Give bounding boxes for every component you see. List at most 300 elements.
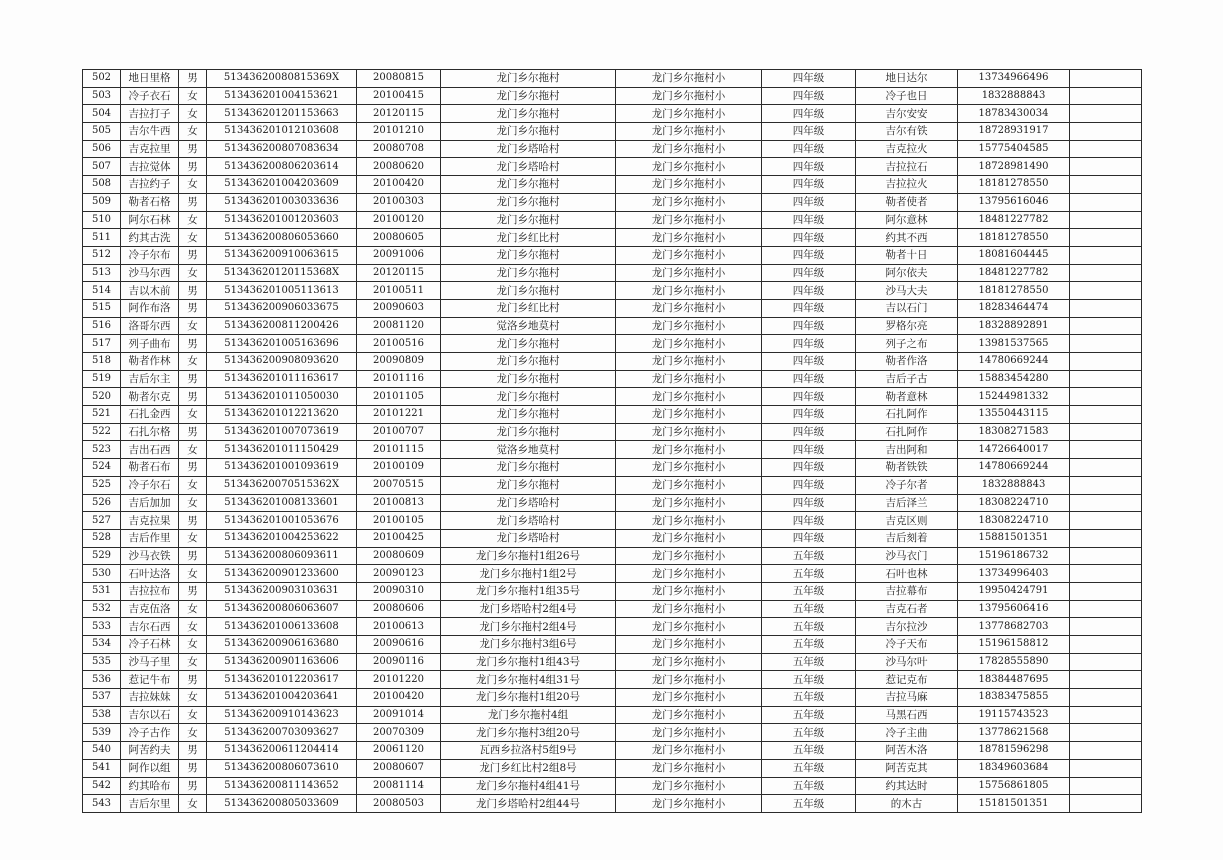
- cell-row-number: 539: [83, 724, 121, 742]
- cell-gender: 女: [179, 476, 207, 494]
- cell-grade: 五年级: [762, 689, 856, 707]
- cell-address: 龙门乡塔哈村2组44号: [441, 795, 616, 813]
- cell-address: 龙门乡尔拖村: [441, 193, 616, 211]
- cell-student-name: 冷子衣石: [121, 87, 179, 105]
- cell-birth-date: 20080606: [357, 600, 441, 618]
- cell-school: 龙门乡尔拖村小: [616, 370, 762, 388]
- cell-grade: 四年级: [762, 158, 856, 176]
- cell-birth-date: 20101221: [357, 406, 441, 424]
- cell-address: 龙门乡尔拖村: [441, 70, 616, 88]
- cell-birth-date: 20100516: [357, 335, 441, 353]
- cell-gender: 男: [179, 193, 207, 211]
- cell-phone: 13778682703: [958, 618, 1070, 636]
- cell-gender: 男: [179, 459, 207, 477]
- cell-student-name: 吉后尔主: [121, 370, 179, 388]
- cell-birth-date: 20090116: [357, 653, 441, 671]
- cell-student-name: 阿作以组: [121, 759, 179, 777]
- cell-school: 龙门乡尔拖村小: [616, 795, 762, 813]
- cell-phone: 17828555890: [958, 653, 1070, 671]
- cell-grade: 五年级: [762, 671, 856, 689]
- cell-school: 龙门乡尔拖村小: [616, 105, 762, 123]
- cell-phone: 13795616046: [958, 193, 1070, 211]
- cell-gender: 女: [179, 653, 207, 671]
- cell-phone: 18481227782: [958, 264, 1070, 282]
- table-row: [83, 335, 1142, 353]
- cell-id-number: 513436200806203614: [207, 158, 357, 176]
- cell-guardian-name: 冷子天布: [856, 636, 958, 654]
- cell-address: 龙门乡塔哈村: [441, 140, 616, 158]
- cell-grade: 五年级: [762, 795, 856, 813]
- cell-row-number: 534: [83, 636, 121, 654]
- cell-gender: 男: [179, 512, 207, 530]
- cell-birth-date: 20080708: [357, 140, 441, 158]
- cell-address: 龙门乡红比村2组8号: [441, 759, 616, 777]
- cell-blank: [1070, 689, 1142, 707]
- cell-guardian-name: 吉尔拉沙: [856, 618, 958, 636]
- cell-id-number: 513436201004203641: [207, 689, 357, 707]
- cell-address: 龙门乡塔哈村2组4号: [441, 600, 616, 618]
- cell-phone: 15196158812: [958, 636, 1070, 654]
- cell-guardian-name: 吉后子古: [856, 370, 958, 388]
- cell-student-name: 阿作布洛: [121, 299, 179, 317]
- cell-id-number: 513436201006133608: [207, 618, 357, 636]
- table-row: [83, 70, 1142, 88]
- cell-row-number: 522: [83, 423, 121, 441]
- cell-blank: [1070, 406, 1142, 424]
- cell-gender: 女: [179, 105, 207, 123]
- cell-address: 龙门乡尔拖村3组20号: [441, 724, 616, 742]
- cell-address: 龙门乡尔拖村1组35号: [441, 582, 616, 600]
- cell-grade: 五年级: [762, 653, 856, 671]
- cell-student-name: 冷子石林: [121, 636, 179, 654]
- cell-school: 龙门乡尔拖村小: [616, 476, 762, 494]
- cell-row-number: 537: [83, 689, 121, 707]
- cell-gender: 女: [179, 211, 207, 229]
- cell-guardian-name: 吉克拉火: [856, 140, 958, 158]
- cell-address: 龙门乡尔拖村: [441, 406, 616, 424]
- cell-grade: 四年级: [762, 406, 856, 424]
- cell-row-number: 525: [83, 476, 121, 494]
- cell-grade: 四年级: [762, 70, 856, 88]
- cell-row-number: 538: [83, 706, 121, 724]
- cell-guardian-name: 勒者作洛: [856, 353, 958, 371]
- cell-grade: 四年级: [762, 105, 856, 123]
- cell-blank: [1070, 512, 1142, 530]
- cell-row-number: 519: [83, 370, 121, 388]
- table-row: [83, 123, 1142, 141]
- cell-gender: 女: [179, 406, 207, 424]
- cell-row-number: 535: [83, 653, 121, 671]
- cell-birth-date: 20070515: [357, 476, 441, 494]
- cell-row-number: 532: [83, 600, 121, 618]
- cell-student-name: 吉后作里: [121, 529, 179, 547]
- cell-student-name: 吉克拉果: [121, 512, 179, 530]
- cell-grade: 四年级: [762, 370, 856, 388]
- cell-gender: 女: [179, 689, 207, 707]
- cell-grade: 四年级: [762, 388, 856, 406]
- cell-school: 龙门乡尔拖村小: [616, 547, 762, 565]
- cell-address: 龙门乡尔拖村: [441, 353, 616, 371]
- cell-student-name: 吉后加加: [121, 494, 179, 512]
- cell-birth-date: 20100420: [357, 689, 441, 707]
- table-row: [83, 158, 1142, 176]
- cell-blank: [1070, 264, 1142, 282]
- cell-id-number: 513436200906033675: [207, 299, 357, 317]
- cell-gender: 男: [179, 158, 207, 176]
- cell-guardian-name: 勒者十日: [856, 246, 958, 264]
- cell-student-name: 吉拉约子: [121, 176, 179, 194]
- cell-grade: 四年级: [762, 282, 856, 300]
- cell-row-number: 503: [83, 87, 121, 105]
- cell-birth-date: 20100511: [357, 282, 441, 300]
- cell-grade: 五年级: [762, 618, 856, 636]
- cell-student-name: 阿苦约夫: [121, 742, 179, 760]
- cell-birth-date: 20100613: [357, 618, 441, 636]
- cell-blank: [1070, 123, 1142, 141]
- table-row: [83, 264, 1142, 282]
- cell-gender: 男: [179, 777, 207, 795]
- cell-gender: 女: [179, 565, 207, 583]
- cell-guardian-name: 吉后泽兰: [856, 494, 958, 512]
- cell-id-number: 513436201004153621: [207, 87, 357, 105]
- cell-address: 龙门乡尔拖村4组: [441, 706, 616, 724]
- table-row: [83, 706, 1142, 724]
- cell-grade: 四年级: [762, 246, 856, 264]
- cell-student-name: 地日里格: [121, 70, 179, 88]
- table-row: [83, 140, 1142, 158]
- cell-id-number: 51343620120115368X: [207, 264, 357, 282]
- cell-student-name: 石扎金西: [121, 406, 179, 424]
- cell-guardian-name: 阿尔依夫: [856, 264, 958, 282]
- cell-school: 龙门乡尔拖村小: [616, 441, 762, 459]
- cell-grade: 五年级: [762, 724, 856, 742]
- cell-id-number: 513436200811143652: [207, 777, 357, 795]
- cell-guardian-name: 吉尔有铁: [856, 123, 958, 141]
- cell-row-number: 508: [83, 176, 121, 194]
- cell-gender: 女: [179, 353, 207, 371]
- cell-phone: 15881501351: [958, 529, 1070, 547]
- cell-school: 龙门乡尔拖村小: [616, 706, 762, 724]
- cell-grade: 四年级: [762, 494, 856, 512]
- cell-guardian-name: 约其达时: [856, 777, 958, 795]
- cell-guardian-name: 石扎阿作: [856, 423, 958, 441]
- cell-phone: 15883454280: [958, 370, 1070, 388]
- cell-school: 龙门乡尔拖村小: [616, 264, 762, 282]
- cell-gender: 男: [179, 423, 207, 441]
- cell-student-name: 冷子尔石: [121, 476, 179, 494]
- cell-birth-date: 20061120: [357, 742, 441, 760]
- cell-gender: 女: [179, 441, 207, 459]
- cell-gender: 男: [179, 299, 207, 317]
- cell-address: 龙门乡塔哈村: [441, 494, 616, 512]
- cell-id-number: 513436201005113613: [207, 282, 357, 300]
- cell-phone: 18181278550: [958, 229, 1070, 247]
- cell-id-number: 513436200811200426: [207, 317, 357, 335]
- cell-row-number: 511: [83, 229, 121, 247]
- cell-address: 龙门乡尔拖村1组43号: [441, 653, 616, 671]
- cell-school: 龙门乡尔拖村小: [616, 246, 762, 264]
- cell-id-number: 513436200903103631: [207, 582, 357, 600]
- cell-guardian-name: 吉拉幕布: [856, 582, 958, 600]
- cell-address: 龙门乡尔拖村: [441, 87, 616, 105]
- cell-phone: 19950424791: [958, 582, 1070, 600]
- cell-school: 龙门乡尔拖村小: [616, 176, 762, 194]
- cell-row-number: 542: [83, 777, 121, 795]
- cell-school: 龙门乡尔拖村小: [616, 759, 762, 777]
- cell-birth-date: 20090603: [357, 299, 441, 317]
- cell-blank: [1070, 759, 1142, 777]
- table-row: [83, 441, 1142, 459]
- cell-student-name: 冷子古作: [121, 724, 179, 742]
- cell-guardian-name: 冷子尔者: [856, 476, 958, 494]
- cell-blank: [1070, 671, 1142, 689]
- cell-gender: 男: [179, 370, 207, 388]
- cell-id-number: 513436201201153663: [207, 105, 357, 123]
- cell-birth-date: 20100120: [357, 211, 441, 229]
- cell-gender: 男: [179, 582, 207, 600]
- cell-phone: 18283464474: [958, 299, 1070, 317]
- cell-phone: 13795606416: [958, 600, 1070, 618]
- cell-gender: 女: [179, 706, 207, 724]
- cell-blank: [1070, 105, 1142, 123]
- cell-blank: [1070, 600, 1142, 618]
- table-row: [83, 211, 1142, 229]
- cell-phone: 1832888843: [958, 87, 1070, 105]
- cell-student-name: 惹记牛布: [121, 671, 179, 689]
- cell-gender: 男: [179, 335, 207, 353]
- cell-phone: 13734996403: [958, 565, 1070, 583]
- table-row: [83, 282, 1142, 300]
- cell-address: 龙门乡塔哈村: [441, 158, 616, 176]
- cell-phone: 18383475855: [958, 689, 1070, 707]
- cell-id-number: 513436200703093627: [207, 724, 357, 742]
- cell-grade: 四年级: [762, 140, 856, 158]
- cell-student-name: 吉拉妹妹: [121, 689, 179, 707]
- table-row: [83, 176, 1142, 194]
- cell-grade: 四年级: [762, 512, 856, 530]
- cell-grade: 四年级: [762, 211, 856, 229]
- cell-student-name: 吉以木前: [121, 282, 179, 300]
- cell-school: 龙门乡尔拖村小: [616, 724, 762, 742]
- cell-school: 龙门乡尔拖村小: [616, 565, 762, 583]
- cell-id-number: 513436200908093620: [207, 353, 357, 371]
- table-row: [83, 742, 1142, 760]
- cell-row-number: 513: [83, 264, 121, 282]
- cell-school: 龙门乡尔拖村小: [616, 653, 762, 671]
- cell-address: 龙门乡尔拖村: [441, 282, 616, 300]
- table-row: [83, 459, 1142, 477]
- cell-guardian-name: 吉克区则: [856, 512, 958, 530]
- cell-address: 龙门乡尔拖村1组26号: [441, 547, 616, 565]
- cell-row-number: 518: [83, 353, 121, 371]
- cell-gender: 女: [179, 636, 207, 654]
- cell-blank: [1070, 229, 1142, 247]
- cell-guardian-name: 吉后刻着: [856, 529, 958, 547]
- cell-birth-date: 20080815: [357, 70, 441, 88]
- cell-grade: 四年级: [762, 87, 856, 105]
- cell-grade: 四年级: [762, 299, 856, 317]
- cell-guardian-name: 阿尔意林: [856, 211, 958, 229]
- table-row: [83, 724, 1142, 742]
- cell-id-number: 51343620080815369X: [207, 70, 357, 88]
- cell-address: 龙门乡塔哈村: [441, 529, 616, 547]
- cell-row-number: 527: [83, 512, 121, 530]
- cell-id-number: 513436200805033609: [207, 795, 357, 813]
- cell-guardian-name: 罗格尔亮: [856, 317, 958, 335]
- cell-guardian-name: 地日达尔: [856, 70, 958, 88]
- table-row: [83, 406, 1142, 424]
- cell-row-number: 515: [83, 299, 121, 317]
- cell-student-name: 约其古洗: [121, 229, 179, 247]
- cell-guardian-name: 冷子主曲: [856, 724, 958, 742]
- cell-address: 龙门乡尔拖村: [441, 105, 616, 123]
- cell-blank: [1070, 158, 1142, 176]
- cell-blank: [1070, 565, 1142, 583]
- cell-phone: 15181501351: [958, 795, 1070, 813]
- cell-student-name: 冷子尔布: [121, 246, 179, 264]
- cell-address: 龙门乡尔拖村1组20号: [441, 689, 616, 707]
- cell-phone: 18328892891: [958, 317, 1070, 335]
- cell-grade: 五年级: [762, 777, 856, 795]
- cell-address: 龙门乡尔拖村: [441, 211, 616, 229]
- cell-school: 龙门乡尔拖村小: [616, 689, 762, 707]
- cell-row-number: 504: [83, 105, 121, 123]
- cell-phone: 18783430034: [958, 105, 1070, 123]
- cell-row-number: 521: [83, 406, 121, 424]
- cell-address: 龙门乡红比村: [441, 299, 616, 317]
- cell-gender: 女: [179, 529, 207, 547]
- cell-gender: 男: [179, 140, 207, 158]
- cell-address: 龙门乡尔拖村4组41号: [441, 777, 616, 795]
- cell-id-number: 513436201004203609: [207, 176, 357, 194]
- cell-blank: [1070, 582, 1142, 600]
- cell-id-number: 513436200806053660: [207, 229, 357, 247]
- cell-guardian-name: 勒者意林: [856, 388, 958, 406]
- cell-id-number: 513436201011050030: [207, 388, 357, 406]
- cell-blank: [1070, 476, 1142, 494]
- cell-school: 龙门乡尔拖村小: [616, 70, 762, 88]
- cell-gender: 女: [179, 123, 207, 141]
- cell-id-number: 513436200910143623: [207, 706, 357, 724]
- cell-school: 龙门乡尔拖村小: [616, 158, 762, 176]
- cell-guardian-name: 沙马尔叶: [856, 653, 958, 671]
- cell-grade: 四年级: [762, 459, 856, 477]
- cell-address: 龙门乡尔拖村: [441, 123, 616, 141]
- cell-id-number: 51343620070515362X: [207, 476, 357, 494]
- cell-phone: 18081604445: [958, 246, 1070, 264]
- cell-student-name: 吉克拉里: [121, 140, 179, 158]
- cell-student-name: 吉出石西: [121, 441, 179, 459]
- cell-blank: [1070, 777, 1142, 795]
- cell-id-number: 513436200901233600: [207, 565, 357, 583]
- cell-school: 龙门乡尔拖村小: [616, 299, 762, 317]
- cell-blank: [1070, 282, 1142, 300]
- cell-blank: [1070, 529, 1142, 547]
- table-row: [83, 582, 1142, 600]
- cell-address: 龙门乡尔拖村3组6号: [441, 636, 616, 654]
- cell-row-number: 543: [83, 795, 121, 813]
- cell-student-name: 列子曲布: [121, 335, 179, 353]
- cell-blank: [1070, 795, 1142, 813]
- cell-birth-date: 20081120: [357, 317, 441, 335]
- cell-student-name: 约其哈布: [121, 777, 179, 795]
- cell-address: 觉洛乡地莫村: [441, 441, 616, 459]
- cell-birth-date: 20101116: [357, 370, 441, 388]
- cell-phone: 13981537565: [958, 335, 1070, 353]
- cell-blank: [1070, 388, 1142, 406]
- cell-gender: 女: [179, 317, 207, 335]
- cell-grade: 四年级: [762, 423, 856, 441]
- table-row: [83, 547, 1142, 565]
- cell-phone: 18728981490: [958, 158, 1070, 176]
- table-row: [83, 795, 1142, 813]
- cell-id-number: 513436201001053676: [207, 512, 357, 530]
- cell-id-number: 513436200807083634: [207, 140, 357, 158]
- cell-grade: 四年级: [762, 229, 856, 247]
- cell-guardian-name: 勒者使者: [856, 193, 958, 211]
- cell-school: 龙门乡尔拖村小: [616, 87, 762, 105]
- cell-id-number: 513436200906163680: [207, 636, 357, 654]
- cell-birth-date: 20090310: [357, 582, 441, 600]
- cell-guardian-name: 列子之布: [856, 335, 958, 353]
- cell-gender: 男: [179, 388, 207, 406]
- cell-school: 龙门乡尔拖村小: [616, 335, 762, 353]
- cell-student-name: 洛哥尔西: [121, 317, 179, 335]
- table-row: [83, 529, 1142, 547]
- cell-id-number: 513436201011150429: [207, 441, 357, 459]
- cell-grade: 四年级: [762, 353, 856, 371]
- cell-grade: 四年级: [762, 335, 856, 353]
- cell-address: 觉洛乡地莫村: [441, 317, 616, 335]
- cell-address: 龙门乡尔拖村: [441, 335, 616, 353]
- cell-student-name: 吉拉拉布: [121, 582, 179, 600]
- cell-birth-date: 20120115: [357, 264, 441, 282]
- cell-phone: 18308224710: [958, 494, 1070, 512]
- cell-id-number: 513436201007073619: [207, 423, 357, 441]
- cell-blank: [1070, 317, 1142, 335]
- cell-birth-date: 20120115: [357, 105, 441, 123]
- cell-blank: [1070, 246, 1142, 264]
- cell-id-number: 513436200806073610: [207, 759, 357, 777]
- cell-student-name: 沙马子里: [121, 653, 179, 671]
- cell-phone: 14780669244: [958, 459, 1070, 477]
- cell-student-name: 吉克伍洛: [121, 600, 179, 618]
- cell-school: 龙门乡尔拖村小: [616, 512, 762, 530]
- cell-birth-date: 20101220: [357, 671, 441, 689]
- table-row: [83, 636, 1142, 654]
- table-row: [83, 370, 1142, 388]
- cell-guardian-name: 冷子也日: [856, 87, 958, 105]
- cell-guardian-name: 吉出阿和: [856, 441, 958, 459]
- cell-blank: [1070, 176, 1142, 194]
- cell-birth-date: 20080620: [357, 158, 441, 176]
- cell-phone: 14726640017: [958, 441, 1070, 459]
- cell-gender: 男: [179, 246, 207, 264]
- cell-id-number: 513436200806063607: [207, 600, 357, 618]
- cell-student-name: 石扎尔格: [121, 423, 179, 441]
- cell-gender: 女: [179, 600, 207, 618]
- cell-school: 龙门乡尔拖村小: [616, 671, 762, 689]
- table-row: [83, 87, 1142, 105]
- cell-school: 龙门乡尔拖村小: [616, 317, 762, 335]
- cell-birth-date: 20080503: [357, 795, 441, 813]
- cell-grade: 四年级: [762, 264, 856, 282]
- cell-birth-date: 20101105: [357, 388, 441, 406]
- cell-school: 龙门乡尔拖村小: [616, 636, 762, 654]
- table-row: [83, 777, 1142, 795]
- cell-blank: [1070, 211, 1142, 229]
- table-row: [83, 105, 1142, 123]
